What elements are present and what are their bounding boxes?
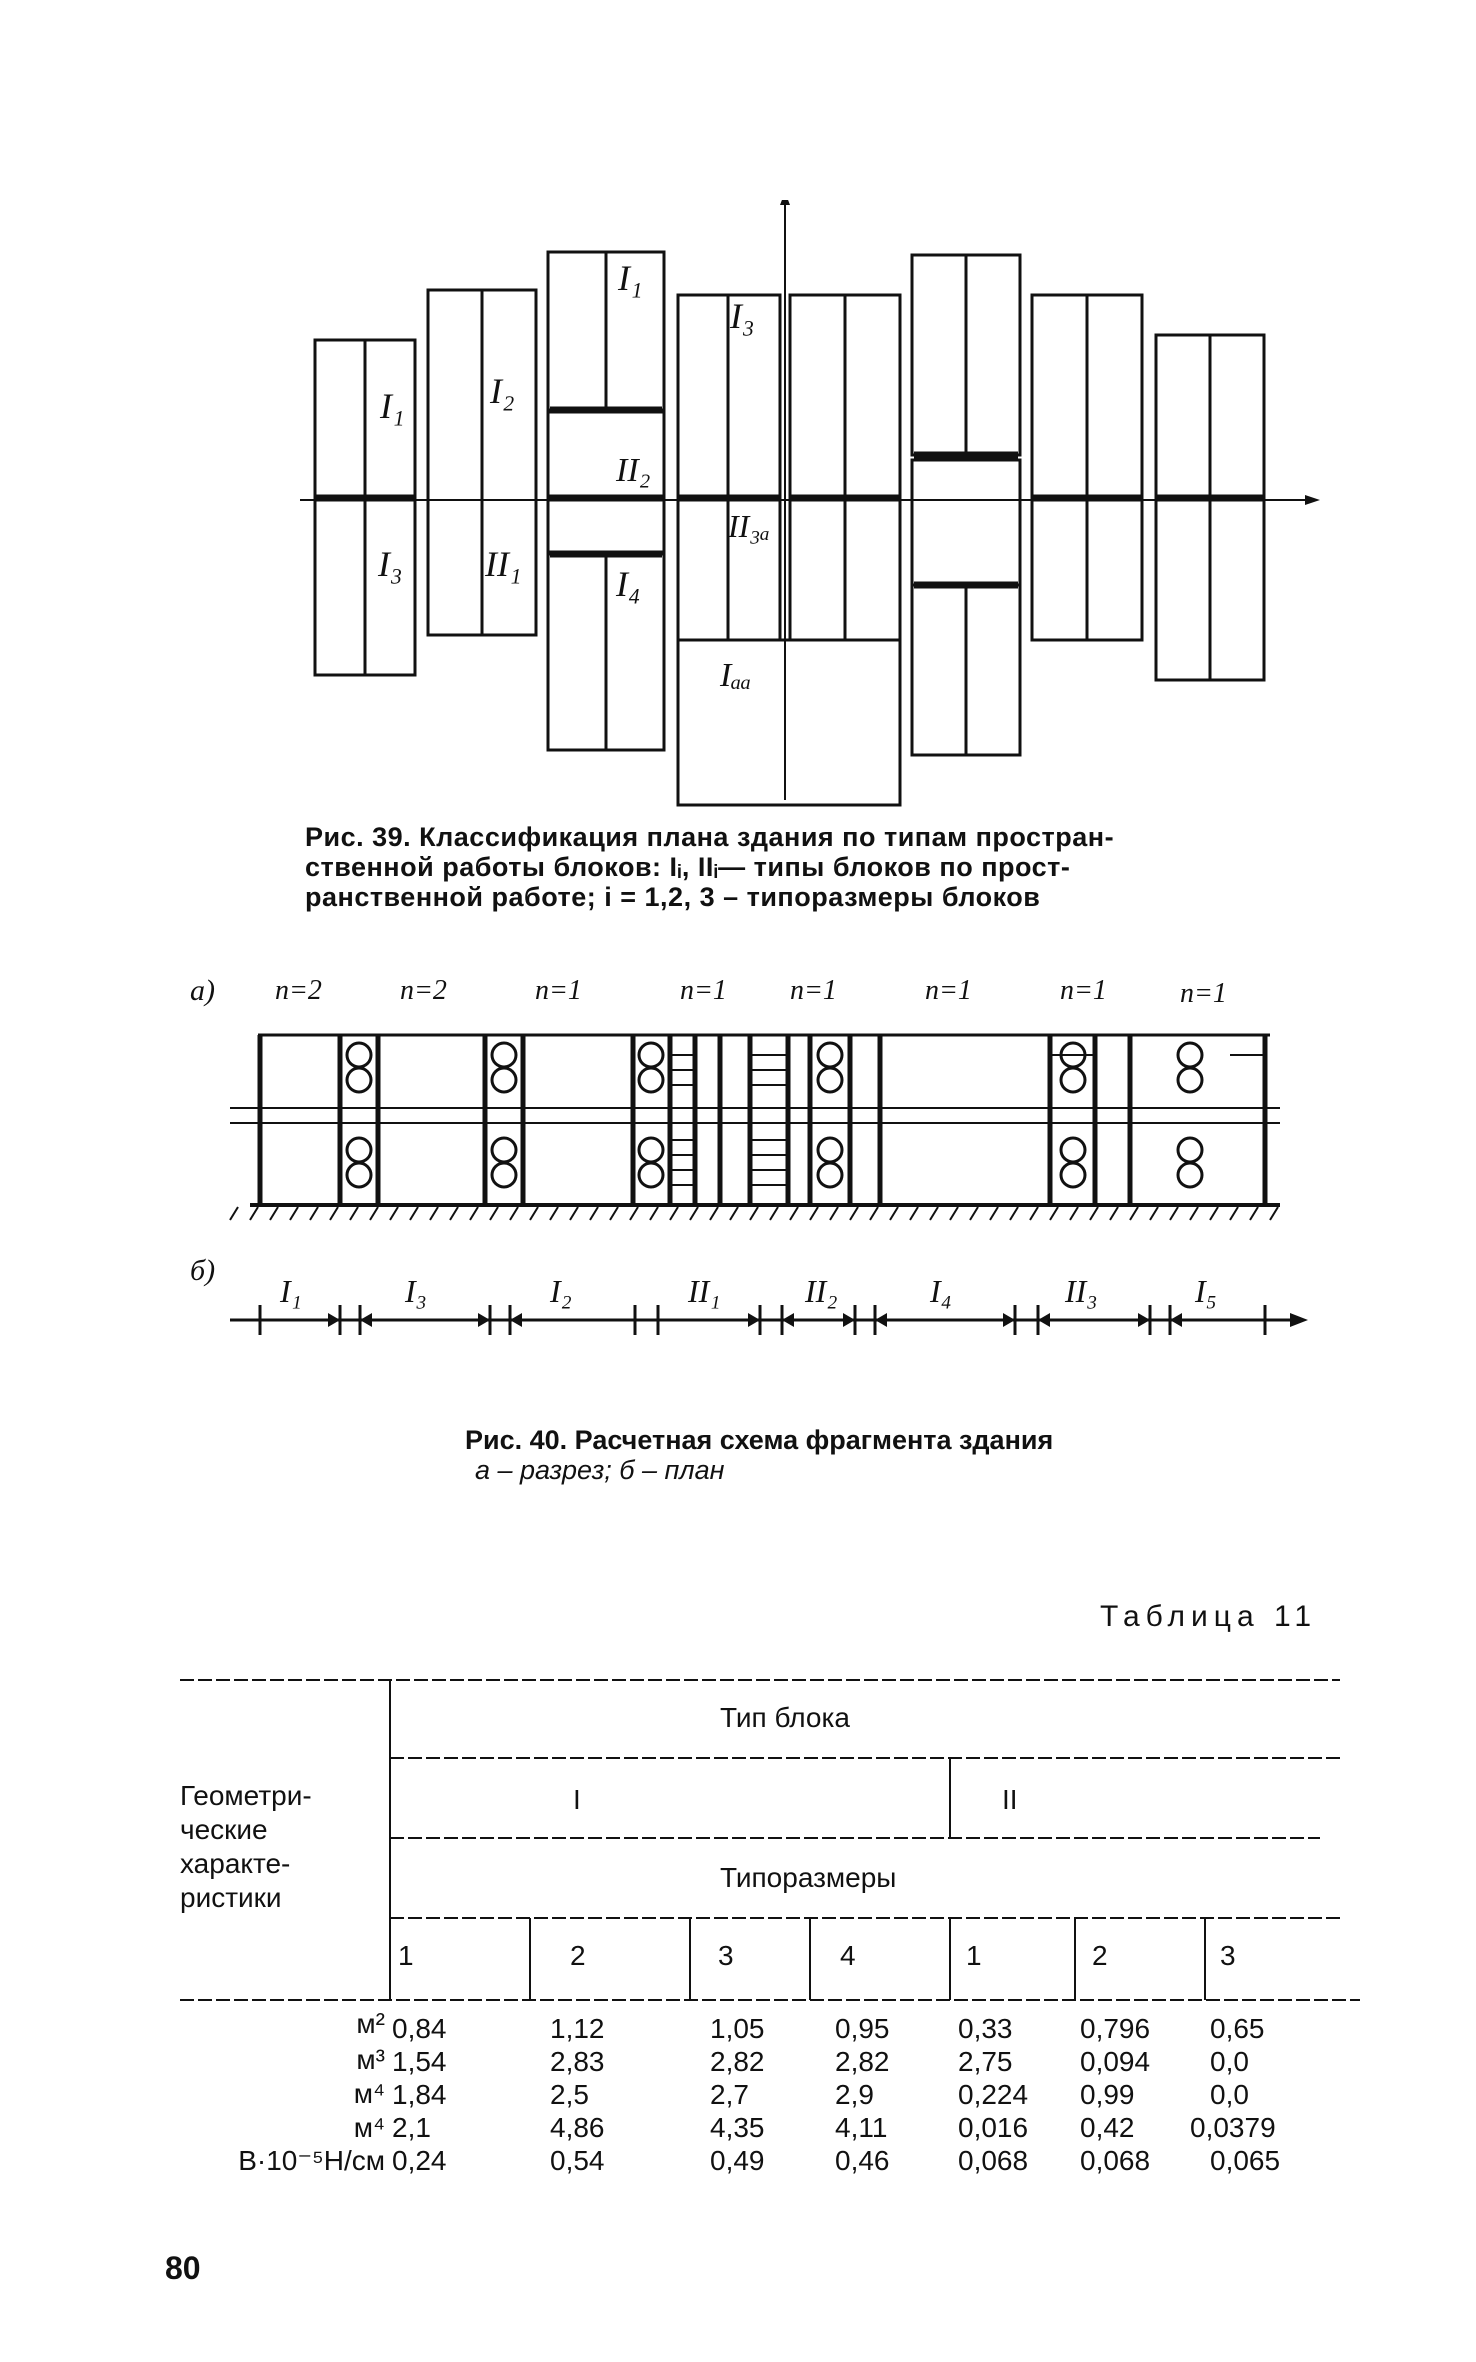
subcol-header: 2 bbox=[1092, 1940, 1108, 1971]
cell: 2,83 bbox=[550, 2046, 605, 2077]
fig40-caption-sub: а – разрез; б – план bbox=[475, 1455, 725, 1485]
cell: 0,54 bbox=[550, 2145, 605, 2176]
cell: 0,0379 bbox=[1190, 2112, 1276, 2143]
figure-39-caption bbox=[305, 822, 1285, 912]
cell: 0,068 bbox=[958, 2145, 1029, 2176]
cell: 0,99 bbox=[1080, 2079, 1135, 2110]
fig40-caption-title: Рис. 40. Расчетная схема фрагмента здания bbox=[465, 1425, 1054, 1455]
figure-40-caption bbox=[465, 1425, 1265, 1485]
fig39-caption-line-3: ранственной работе; i = 1,2, 3 – типоразмеры блоков bbox=[305, 882, 1041, 912]
cell: 1,12 bbox=[550, 2013, 605, 2044]
header-geom-line-2: ческие bbox=[180, 1814, 268, 1845]
row-unit: В·10⁻⁵Н/см bbox=[238, 2145, 385, 2176]
fig40-plan-label: II₁ bbox=[688, 1273, 721, 1309]
subcol-header: 4 bbox=[840, 1940, 856, 1971]
figure-39-block-plan bbox=[300, 200, 1320, 820]
table-title: Таблица 11 bbox=[1100, 1600, 1318, 1633]
fig40-n-label: n=1 bbox=[790, 975, 837, 1006]
fig40-label-b: б) bbox=[190, 1254, 216, 1287]
cell: 0,065 bbox=[1210, 2145, 1281, 2176]
row-unit: м³ bbox=[356, 2044, 385, 2075]
fig40-label-a: а) bbox=[190, 974, 215, 1007]
fig39-label-I1-a: I₁ bbox=[380, 386, 405, 426]
cell: 2,1 bbox=[392, 2112, 431, 2143]
fig39-label-I1-b: I₁ bbox=[618, 258, 643, 298]
cell: 0,0 bbox=[1210, 2079, 1249, 2110]
fig40-n-label: n=1 bbox=[925, 975, 972, 1006]
row-unit: м⁴ bbox=[353, 2112, 385, 2143]
cell: 0,42 bbox=[1080, 2112, 1135, 2143]
fig39-label-II2: II₂ bbox=[616, 452, 651, 489]
fig39-label-II3a: II₃ₐ bbox=[728, 508, 770, 544]
fig39-caption-line-1: Рис. 39. Классификация плана здания по типам простран- bbox=[305, 822, 1115, 852]
cell: 2,7 bbox=[710, 2079, 749, 2110]
fig40-plan-label: I₄ bbox=[930, 1273, 952, 1309]
page-number: 80 bbox=[165, 2250, 201, 2286]
cell: 0,24 bbox=[392, 2145, 447, 2176]
header-sizes: Типоразмеры bbox=[720, 1862, 897, 1893]
figure-39-drawing bbox=[300, 200, 1320, 820]
cell: 0,46 bbox=[835, 2145, 890, 2176]
fig39-caption-line-2: ственной работы блоков: Iᵢ, IIᵢ— типы блоков по прост- bbox=[305, 852, 1071, 882]
cell: 1,05 bbox=[710, 2013, 765, 2044]
cell: 1,84 bbox=[392, 2079, 447, 2110]
row-unit: м² bbox=[356, 2008, 385, 2039]
subcol-header: 3 bbox=[1220, 1940, 1236, 1971]
header-geom-line-4: ристики bbox=[180, 1882, 282, 1913]
cell: 0,016 bbox=[958, 2112, 1029, 2143]
cell: 0,224 bbox=[958, 2079, 1029, 2110]
fig39-label-I3-b: I₃ bbox=[730, 296, 755, 336]
subcol-header: 1 bbox=[966, 1940, 982, 1971]
cell: 4,11 bbox=[835, 2112, 888, 2143]
row-unit: м⁴ bbox=[353, 2078, 385, 2109]
cell: 2,75 bbox=[958, 2046, 1013, 2077]
fig40-n-label: n=2 bbox=[275, 975, 322, 1006]
cell: 0,49 bbox=[710, 2145, 765, 2176]
fig40-n-label: n=1 bbox=[1060, 975, 1107, 1006]
fig39-label-II1: II₁ bbox=[485, 544, 522, 584]
fig40-plan-label: II₃ bbox=[1065, 1273, 1098, 1309]
cell: 4,35 bbox=[710, 2112, 765, 2143]
cell: 2,5 bbox=[550, 2079, 589, 2110]
fig40-plan-label: I₃ bbox=[405, 1273, 427, 1309]
fig40-plan-label: I₅ bbox=[1195, 1273, 1217, 1309]
cell: 2,82 bbox=[835, 2046, 890, 2077]
header-type-I: I bbox=[573, 1784, 581, 1815]
cell: 0,84 bbox=[392, 2013, 447, 2044]
fig39-label-I3-a: I₃ bbox=[378, 544, 403, 584]
cell: 0,33 bbox=[958, 2013, 1013, 2044]
fig40-n-label: n=1 bbox=[1180, 978, 1227, 1009]
subcol-header: 2 bbox=[570, 1940, 586, 1971]
subcol-header: 1 bbox=[398, 1940, 414, 1971]
fig40-plan-label: II₂ bbox=[805, 1273, 838, 1309]
cell: 1,54 bbox=[392, 2046, 447, 2077]
subcol-header: 3 bbox=[718, 1940, 734, 1971]
table-11 bbox=[180, 1678, 1360, 2198]
cell: 4,86 bbox=[550, 2112, 605, 2143]
cell: 0,094 bbox=[1080, 2046, 1151, 2077]
header-geom-line-1: Геометри- bbox=[180, 1780, 312, 1811]
cell: 2,82 bbox=[710, 2046, 765, 2077]
cell: 0,65 bbox=[1210, 2013, 1265, 2044]
cell: 0,796 bbox=[1080, 2013, 1151, 2044]
fig39-label-I2: I₂ bbox=[490, 371, 515, 411]
cell: 0,0 bbox=[1210, 2046, 1249, 2077]
header-geom-line-3: характе- bbox=[180, 1848, 291, 1879]
header-block-type: Тип блока bbox=[720, 1702, 850, 1733]
figure-40-drawing bbox=[190, 975, 1320, 1375]
cell: 2,9 bbox=[835, 2079, 874, 2110]
cell: 0,068 bbox=[1080, 2145, 1151, 2176]
fig40-plan-label: I₂ bbox=[550, 1273, 572, 1309]
header-type-II: II bbox=[1002, 1784, 1018, 1815]
fig40-n-label: n=1 bbox=[535, 975, 582, 1006]
fig40-plan-label: I₁ bbox=[280, 1273, 302, 1309]
cell: 0,95 bbox=[835, 2013, 890, 2044]
figure-40-section-plan bbox=[190, 975, 1320, 1375]
fig39-label-Iaa: Iₐₐ bbox=[720, 657, 752, 694]
fig40-n-label: n=1 bbox=[680, 975, 727, 1006]
fig40-n-label: n=2 bbox=[400, 975, 447, 1006]
fig39-label-I4: I₄ bbox=[616, 564, 641, 604]
